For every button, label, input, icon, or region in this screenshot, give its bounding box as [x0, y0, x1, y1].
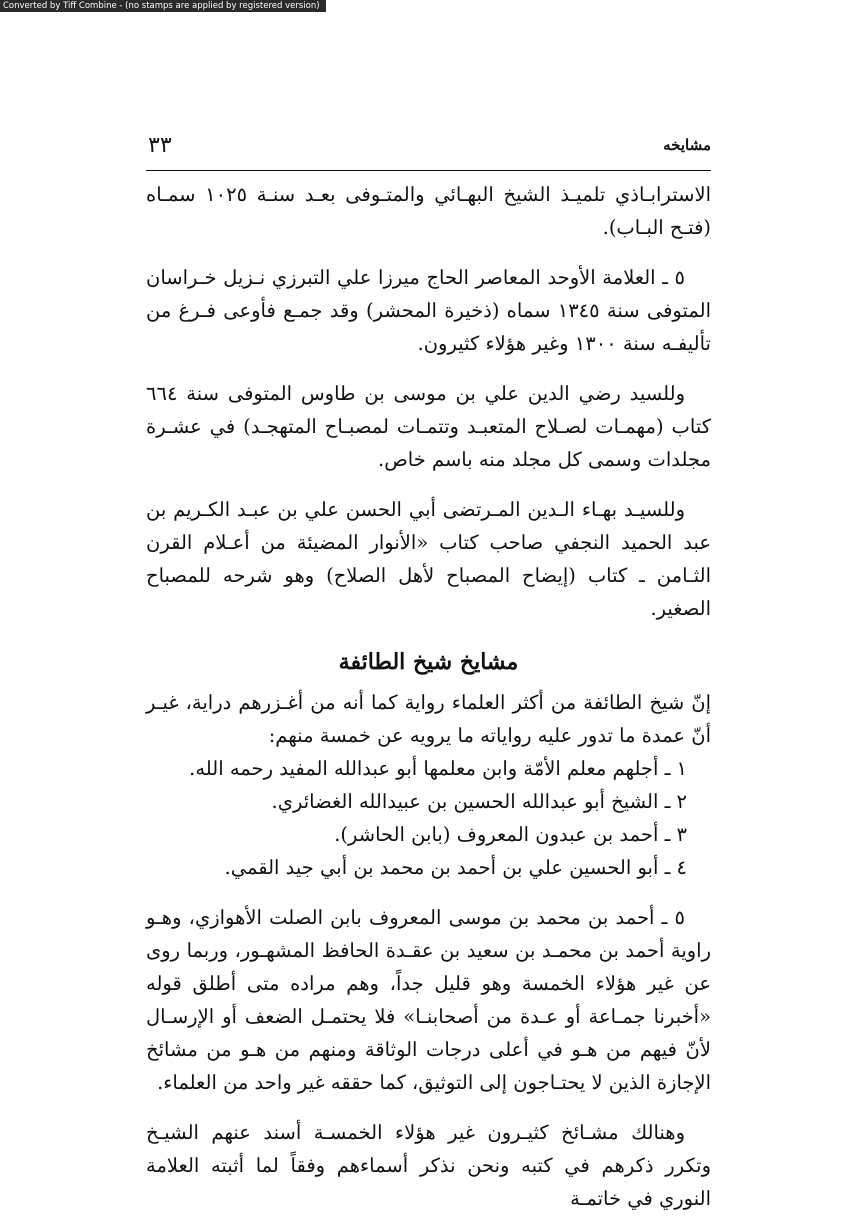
list-item: ٣ ـ أحمد بن عبدون المعروف (بابن الحاشر). — [334, 823, 687, 846]
header-rule — [146, 170, 711, 171]
page-body — [146, 178, 711, 1232]
paragraph-continuation: الاسترابـاذي تلميـذ الشيخ البهـائي والمتـوفى بعـد سنـة ١٠٢٥ سمـاه (فتـح البـاب). — [146, 183, 711, 239]
paragraph-other-teachers: وهنالك مشـائخ كثيـرون غير هؤلاء الخمسـة أسند عنهم الشيـخ وتكرر ذكرهم في كتبه ونحن نذكر أسماءهم وفقاً لما أثبته العلامة النوري في خاتمـة — [146, 1121, 711, 1210]
converter-banner: Converted by Tiff Combine - (no stamps are applied by registered version) — [0, 0, 326, 12]
running-title: مشايخه — [663, 136, 711, 154]
page-header — [148, 128, 711, 162]
page-number: ٣٣ — [148, 132, 172, 158]
paragraph-intro: إنّ شيخ الطائفة من أكثر العلماء رواية كما أنه من أغـزرهم دراية، غيـر أنّ عمدة ما تدور عليه رواياته ما يرويه عن خمسة منهم: — [146, 691, 711, 747]
list-item: ٤ ـ أبو الحسين علي بن أحمد بن محمد بن أبي جيد القمي. — [224, 856, 687, 879]
teachers-list — [146, 752, 711, 884]
paragraph-item-5-ibn-salt: ٥ ـ أحمد بن محمد بن موسى المعروف بابن الصلت الأهوازي، وهـو راوية أحمد بن محمـد بن سعيد بن عقـدة الحافظ المشهـور، وربما روى عن غير هؤلاء الخمسة وهو قليل جداً، وهم مراده متى أطلق قوله «أخبرنا جمـاعة أو عـدة من أصحابنـا» فلا يحتمـل الضعف أو الإرسـال لأنّ فيهم من هـو في أعلى درجات الوثاقة ومنهم من هـو من مشائخ الإجازة الذين لا يحتـاجون إلى التوثيق، كما حققه غير واحد من العلماء. — [146, 906, 712, 1094]
list-item: ٢ ـ الشيخ أبو عبدالله الحسين بن عبيدالله الغضائري. — [271, 790, 687, 813]
paragraph-ibn-tawus: وللسيد رضي الدين علي بن موسى بن طاوس المتوفى سنة ٦٦٤ كتاب (مهمـات لصـلاح المتعبـد وتتمـات لمصبـاح المتهجـد) في عشـرة مجلدات وسمى كل مجلد منه باسم خاص. — [146, 382, 711, 471]
paragraph-bahaa-al-din: وللسيـد بهـاء الـدين المـرتضى أبي الحسن علي بن عبـد الكـريم بن عبد الحميد النجفي صاحب كتاب «الأنوار المضيئة من أعـلام القرن الثـامن ـ كتاب (إيضاح المصباح لأهل الصلاح) وهو شرحه للمصباح الصغير. — [146, 498, 711, 620]
list-item: ١ ـ أجلهم معلم الأمّة وابن معلمها أبو عبدالله المفيد رحمه الله. — [189, 757, 687, 780]
paragraph-item-5: ٥ ـ العلامة الأوحد المعاصر الحاج ميرزا علي التبرزي نـزيل خـراسان المتوفى سنة ١٣٤٥ سماه (ذخيرة المحشر) وقد جمـع فأوعى فـرغ من تأليفـه سنة ١٣٠٠ وغير هؤلاء كثيرون. — [146, 266, 711, 355]
section-heading: مشايخ شيخ الطائفة — [338, 649, 519, 675]
